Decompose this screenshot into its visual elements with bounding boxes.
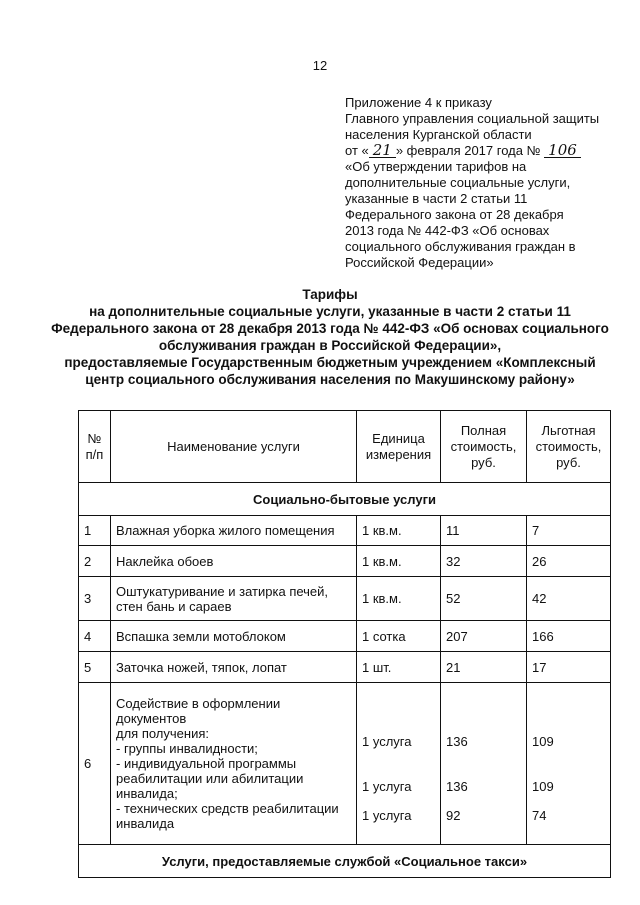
service-line: - индивидуальной программы <box>116 756 297 771</box>
header-text: измерения <box>365 446 432 462</box>
appendix-line: «Об утверждении тарифов на <box>345 159 527 174</box>
row-discount-cost: 26 <box>527 546 611 577</box>
order-number-handwritten: 106 <box>544 144 581 158</box>
header-text: п/п <box>85 446 104 462</box>
row-full-cost: 207 <box>441 621 527 652</box>
full-cost-value: 92 <box>446 808 461 823</box>
appendix-block <box>345 95 615 271</box>
row-unit <box>357 683 441 845</box>
header-full-cost <box>441 411 527 483</box>
row-unit: 1 кв.м. <box>357 516 441 546</box>
tariffs-table <box>78 410 611 878</box>
appendix-line: населения Курганской области <box>345 127 532 142</box>
row-unit: 1 кв.м. <box>357 546 441 577</box>
appendix-line: Российской Федерации» <box>345 255 494 270</box>
row-discount-cost: 17 <box>527 652 611 683</box>
discount-cost-value: 74 <box>532 808 547 823</box>
table-row <box>79 577 611 621</box>
title-line: центр социального обслуживания населения по Макушинскому району» <box>85 372 575 387</box>
header-text: Единица <box>372 430 425 446</box>
header-text: руб. <box>471 454 496 470</box>
header-text: стоимость, <box>450 438 517 454</box>
row-full-cost: 11 <box>441 516 527 546</box>
unit-value: 1 услуга <box>362 734 412 749</box>
service-line: - группы инвалидности; <box>116 741 258 756</box>
service-line: Содействие в оформлении документов <box>116 696 281 726</box>
appendix-line: указанные в части 2 статьи 11 <box>345 191 528 206</box>
table-row <box>79 621 611 652</box>
appendix-line: социального обслуживания граждан в <box>345 239 576 254</box>
section-row <box>79 845 611 878</box>
row-service: Влажная уборка жилого помещения <box>111 516 357 546</box>
order-month-year: » февраля 2017 года № <box>395 143 541 158</box>
row-unit: 1 кв.м. <box>357 577 441 621</box>
order-day-handwritten: 21 <box>369 144 396 158</box>
title-line: на дополнительные социальные услуги, указанные в части 2 статьи 11 <box>89 304 571 319</box>
section-title: Социально-бытовые услуги <box>79 483 611 516</box>
unit-value: 1 услуга <box>362 808 412 823</box>
discount-cost-value: 109 <box>532 734 554 749</box>
title-line: предоставляемые Государственным бюджетным учреждением «Комплексный <box>64 355 596 370</box>
header-text: стоимость, <box>535 438 602 454</box>
title-line: обслуживания граждан в Российской Федерации», <box>158 338 502 353</box>
row-full-cost <box>441 683 527 845</box>
row-num: 5 <box>79 652 111 683</box>
header-num <box>79 411 111 483</box>
appendix-line: Приложение 4 к приказу <box>345 95 492 110</box>
appendix-line: Федерального закона от 28 декабря <box>345 207 564 222</box>
row-discount-cost: 7 <box>527 516 611 546</box>
full-cost-value: 136 <box>446 734 468 749</box>
appendix-line: дополнительные социальные услуги, <box>345 175 571 190</box>
row-num: 3 <box>79 577 111 621</box>
document-title <box>50 286 610 388</box>
service-line: реабилитации или абилитации <box>116 771 304 786</box>
service-line: для получения: <box>116 726 209 741</box>
row-num: 1 <box>79 516 111 546</box>
header-text: Льготная <box>541 422 596 438</box>
title-line: Федерального закона от 28 декабря 2013 года № 442-ФЗ «Об основах социального <box>51 321 609 336</box>
appendix-line: Главного управления социальной защиты <box>345 111 600 126</box>
row-service: Заточка ножей, тяпок, лопат <box>111 652 357 683</box>
table-header-row <box>79 411 611 483</box>
header-text: руб. <box>556 454 581 470</box>
row-full-cost: 32 <box>441 546 527 577</box>
row-full-cost: 21 <box>441 652 527 683</box>
table-row <box>79 652 611 683</box>
row-service: Вспашка земли мотоблоком <box>111 621 357 652</box>
order-date-line <box>345 143 615 159</box>
row-unit: 1 шт. <box>357 652 441 683</box>
title-heading: Тарифы <box>302 287 358 302</box>
row-num: 2 <box>79 546 111 577</box>
appendix-line: 2013 года № 442-ФЗ «Об основах <box>345 223 550 238</box>
table-row <box>79 546 611 577</box>
service-line: инвалида; <box>116 786 178 801</box>
row-full-cost: 52 <box>441 577 527 621</box>
table-row <box>79 516 611 546</box>
row-discount-cost <box>527 683 611 845</box>
section-title: Услуги, предоставляемые службой «Социальное такси» <box>79 845 611 878</box>
row-service <box>111 683 357 845</box>
page-number: 12 <box>312 58 328 73</box>
service-line: стен бань и сараев <box>116 598 232 614</box>
row-service <box>111 577 357 621</box>
section-row <box>79 483 611 516</box>
service-line: Оштукатуривание и затирка печей, <box>116 583 329 599</box>
table-row <box>79 683 611 845</box>
row-discount-cost: 42 <box>527 577 611 621</box>
header-text: Полная <box>460 422 507 438</box>
full-cost-value: 136 <box>446 779 468 794</box>
header-discount-cost <box>527 411 611 483</box>
service-line: инвалида <box>116 816 175 831</box>
row-discount-cost: 166 <box>527 621 611 652</box>
row-unit: 1 сотка <box>357 621 441 652</box>
row-service: Наклейка обоев <box>111 546 357 577</box>
order-prefix: от « <box>345 143 369 158</box>
row-num: 4 <box>79 621 111 652</box>
header-text: № <box>87 430 102 446</box>
header-unit <box>357 411 441 483</box>
service-line: - технических средств реабилитации <box>116 801 339 816</box>
discount-cost-value: 109 <box>532 779 554 794</box>
unit-value: 1 услуга <box>362 779 412 794</box>
row-num: 6 <box>79 683 111 845</box>
header-name: Наименование услуги <box>111 411 357 483</box>
